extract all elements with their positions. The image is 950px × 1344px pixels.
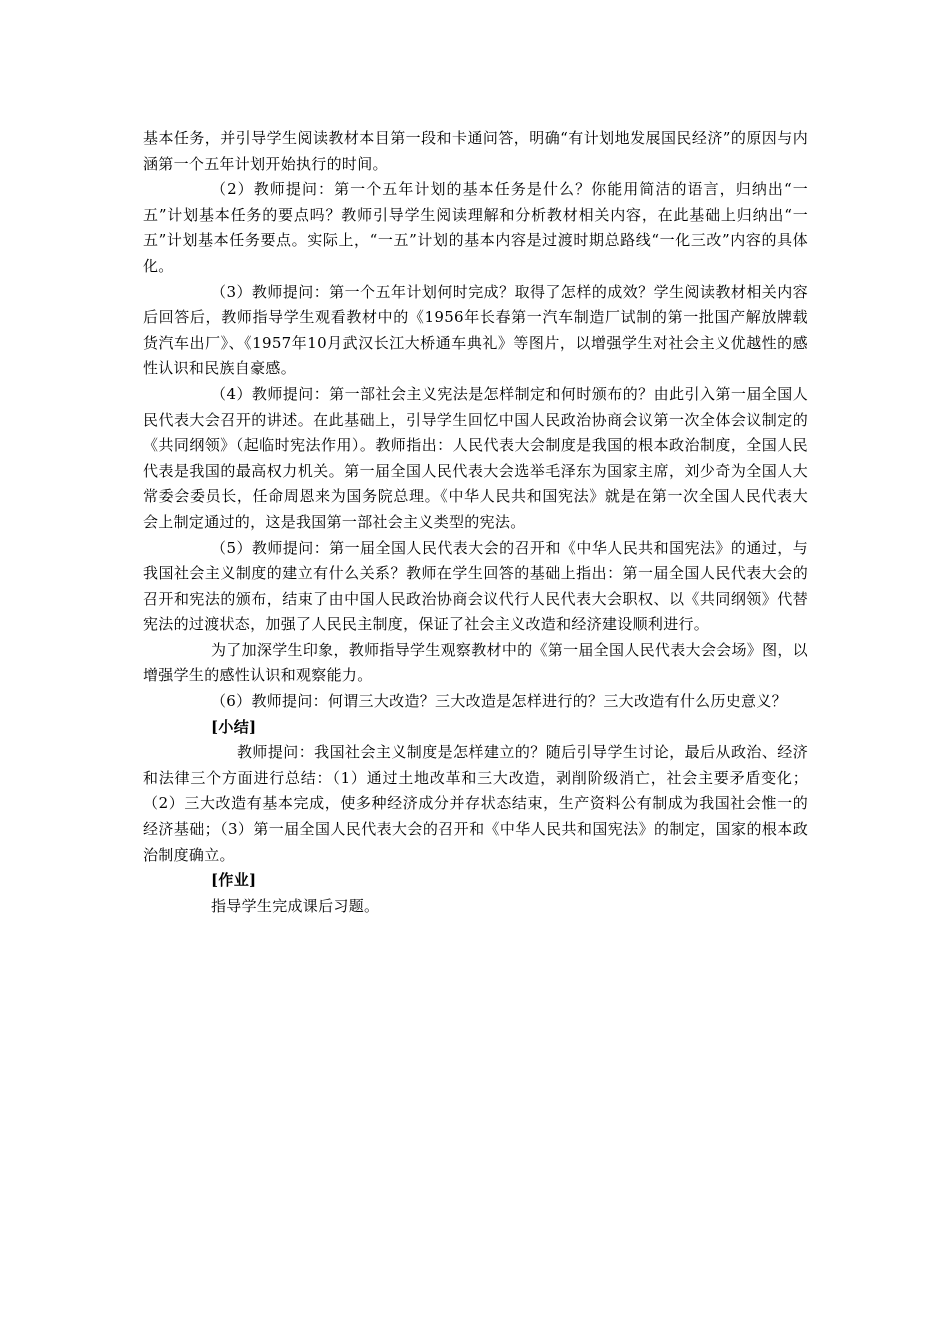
document-body — [143, 126, 808, 919]
homework-heading: [作业] — [211, 871, 257, 890]
summary-heading: [小结] — [211, 717, 257, 736]
paragraph-question-2: （2）教师提问：第一个五年计划的基本任务是什么？你能用简洁的语言，归纳出“一五”计划基本任务的要点吗？教师引导学生阅读理解和分析教材相关内容，在此基础上归纳出“一五”计划基本任务要点。实际上，“一五”计划的基本内容是过渡时期总路线“一化三改”内容的具体化。 — [143, 180, 808, 275]
paragraph-observation: 为了加深学生印象，教师指导学生观察教材中的《第一届全国人民代表大会会场》图，以增强学生的感性认识和观察能力。 — [143, 640, 808, 685]
paragraph-question-4: （4）教师提问：第一部社会主义宪法是怎样制定和何时颁布的？由此引入第一届全国人民代表大会召开的讲述。在此基础上，引导学生回忆中国人民政治协商会议第一次全体会议制定的《共同纲领》（起临时宪法作用）。教师指出：人民代表大会制度是我国的根本政治制度，全国人民代表是我国的最高权力机关。第一届全国人民代表大会选举毛泽东为国家主席，刘少奇为全国人大常委会委员长，任命周恩来为国务院总理。《中华人民共和国宪法》就是在第一次全国人民代表大会上制定通过的，这是我国第一部社会主义类型的宪法。 — [143, 384, 808, 531]
paragraph-question-6: （6）教师提问：何谓三大改造？三大改造是怎样进行的？三大改造有什么历史意义？ — [211, 692, 787, 711]
paragraph-question-5: （5）教师提问：第一届全国人民代表大会的召开和《中华人民共和国宪法》的通过，与我国社会主义制度的建立有什么关系？教师在学生回答的基础上指出：第一届全国人民代表大会的召开和宪法的颁布，结束了由中国人民政治协商会议代行人民代表大会职权、以《共同纲领》代替宪法的过渡状态，加强了人民民主制度，保证了社会主义改造和经济建设顺利进行。 — [143, 538, 808, 634]
paragraph-question-3: （3）教师提问：第一个五年计划何时完成？取得了怎样的成效？学生阅读教材相关内容后回答后，教师指导学生观看教材中的《1956年长春第一汽车制造厂试制的第一批国产解放牌载货汽车出厂》、《1957年10月武汉长江大桥通车典礼》等图片，以增强学生对社会主义优越性的感性认识和民族自豪感。 — [143, 282, 808, 378]
summary-paragraph: 教师提问：我国社会主义制度是怎样建立的？随后引导学生讨论，最后从政治、经济和法律三个方面进行总结：（1）通过土地改革和三大改造，剥削阶级消亡，社会主要矛盾变化；（2）三大改造有基本完成，使多种经济成分并存状态结束，生产资料公有制成为我国社会惟一的经济基础；（3）第一届全国人民代表大会的召开和《中华人民共和国宪法》的制定，国家的根本政治制度确立。 — [143, 743, 808, 864]
homework-paragraph: 指导学生完成课后习题。 — [211, 896, 380, 915]
paragraph-intro: 基本任务，并引导学生阅读教材本目第一段和卡通问答，明确“有计划地发展国民经济”的原因与内涵第一个五年计划开始执行的时间。 — [143, 129, 808, 173]
